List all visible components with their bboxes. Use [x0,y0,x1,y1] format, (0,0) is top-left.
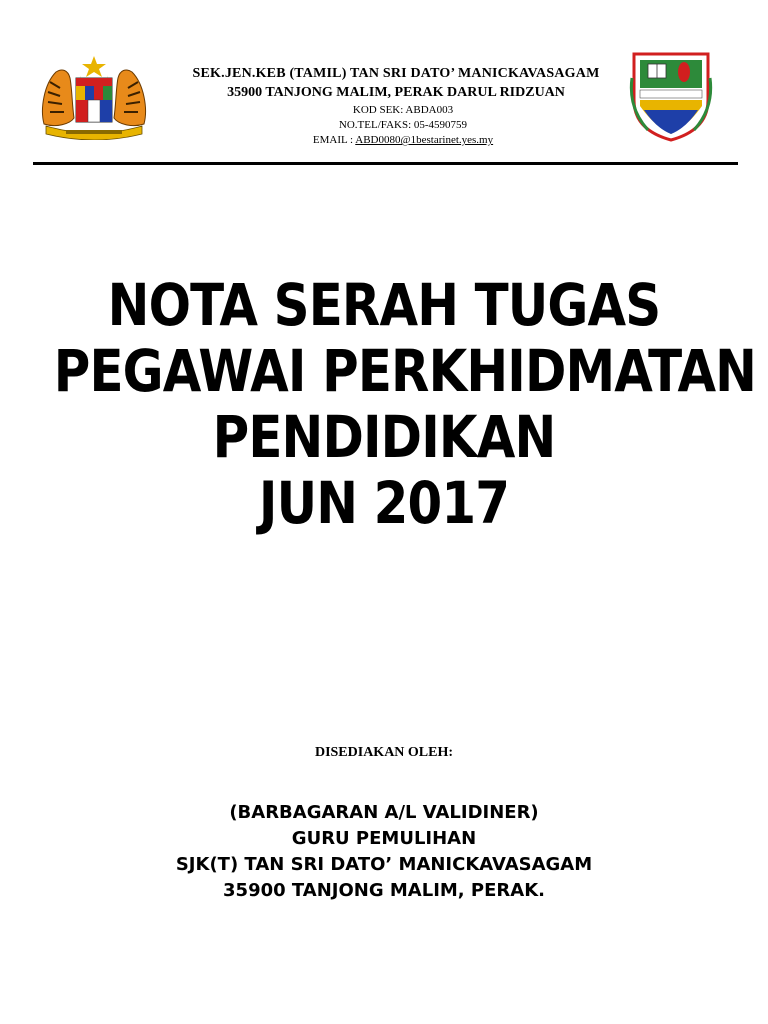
school-address-block [150,66,630,146]
author-position: GURU PEMULIHAN [291,828,477,849]
author-school: SJK(T) TAN SRI DATO’ MANICKAVASAGAM [175,854,593,875]
email-link[interactable]: ABD0080@1bestarinet.yes.my [355,134,494,146]
school-email [176,134,630,146]
author-block [0,800,768,904]
author-address: 35900 TANJONG MALIM, PERAK. [223,880,545,901]
school-address: 35900 TANJONG MALIM, PERAK DARUL RIDZUAN [227,85,565,100]
title-line-2: PEGAWAI PERKHIDMATAN [53,337,757,405]
school-name: SEK.JEN.KEB (TAMIL) TAN SRI DATO’ MANICKAVASAGAM [192,66,600,81]
letterhead-divider [33,162,738,165]
title-line-1: NOTA SERAH TUGAS [107,271,661,339]
title-line-3: PENDIDIKAN [212,403,556,471]
prepared-by-label: DISEDIAKAN OLEH: [314,745,454,760]
title-line-4: JUN 2017 [258,469,510,537]
school-code: KOD SEK: ABDA003 [352,104,454,116]
author-name: (BARBAGARAN A/L VALIDINER) [229,802,539,823]
malaysia-coat-of-arms-icon [36,54,152,140]
email-label: EMAIL : [312,134,356,146]
document-title [53,271,757,537]
school-phone: NO.TEL/FAKS: 05-4590759 [338,119,468,131]
letterhead [0,0,768,170]
school-crest-icon [628,48,714,142]
